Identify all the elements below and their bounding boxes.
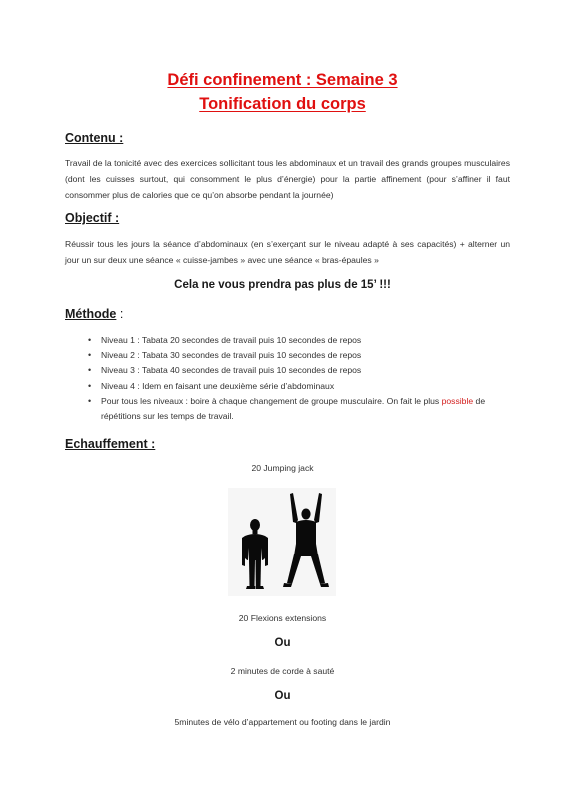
separator-ou: Ou [274, 690, 291, 702]
document-subtitle: Tonification du corps [199, 95, 366, 113]
jumping-jack-illustration [228, 488, 336, 596]
list-item: • Niveau 4 : Idem en faisant une deuxième série d’abdominaux [88, 379, 508, 394]
exercise-velo: 5minutes de vélo d’appartement ou footing dans le jardin [174, 717, 391, 727]
methode-list [88, 333, 508, 424]
document-title: Défi confinement : Semaine 3 [167, 71, 398, 89]
objectif-text: Réussir tous les jours la séance d’abdominaux (en s’exerçant sur le niveau adapté à ses capacités) + alterner un jour un sur deux une séance « cuisse-jambes » avec une séance « bras-épaules » [65, 239, 510, 265]
list-item: • Niveau 1 : Tabata 20 secondes de travail puis 10 secondes de repos [88, 333, 508, 348]
separator-ou: Ou [274, 637, 291, 649]
duration-highlight: Cela ne vous prendra pas plus de 15’ !!! [174, 279, 391, 291]
highlight-word: possible [441, 395, 474, 406]
list-item: • Niveau 2 : Tabata 30 secondes de travail puis 10 secondes de repos [88, 348, 508, 363]
exercise-flexions: 20 Flexions extensions [238, 613, 327, 623]
methode-heading: Méthode : [65, 307, 124, 321]
contenu-text: Travail de la tonicité avec des exercices sollicitant tous les abdominaux et un travail des grands groupes musculaires (dont les cuisses surtout, qui consomment le plus d’énergie) pour la partie affinement (pour s’affiner il faut consommer plus de calories que ce qu’on absorbe pendant la journée) [65, 158, 510, 200]
echauffement-heading: Echauffement : [65, 437, 156, 451]
list-item: • Niveau 3 : Tabata 40 secondes de travail puis 10 secondes de repos [88, 363, 508, 378]
list-item: • Pour tous les niveaux : boire à chaque changement de groupe musculaire. On fait le plus possible de répétitions sur les temps de travail. [88, 394, 508, 424]
exercise-jumping-jack: 20 Jumping jack [251, 463, 314, 473]
contenu-heading: Contenu : [65, 131, 124, 145]
exercise-corde: 2 minutes de corde à sauté [230, 666, 335, 676]
objectif-heading: Objectif : [65, 211, 120, 225]
